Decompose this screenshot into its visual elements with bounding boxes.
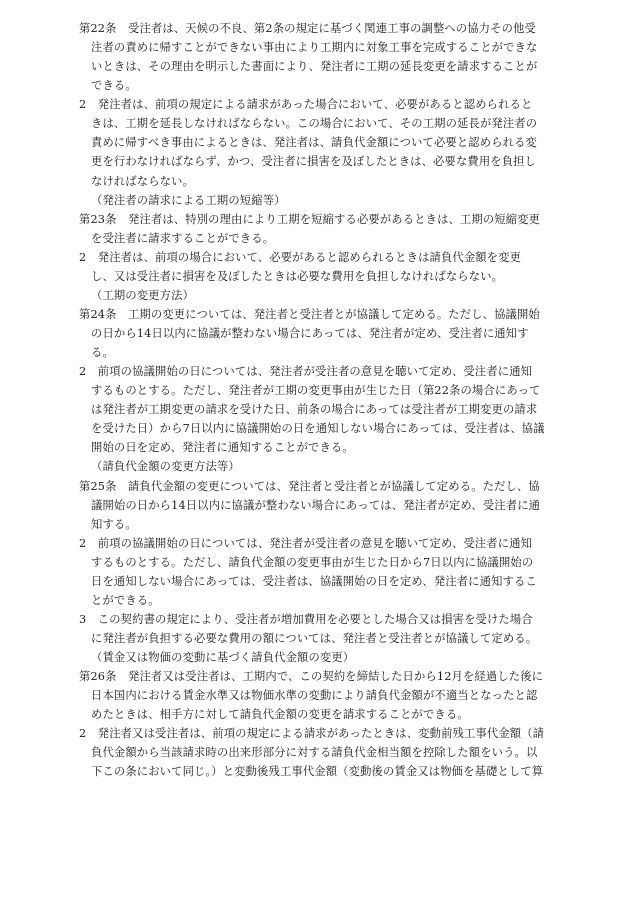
text-line: 注者の責めに帰すことができない事由により工期内に対象工事を完成することができな — [91, 41, 538, 55]
text-line: 日本国内における賃金水準又は物価水準の変動により請負代金額が不適当となったと認 — [91, 689, 538, 703]
text-line: するものとする。ただし、請負代金額の変更事由が生じた日から7日以内に協議開始の — [91, 555, 534, 569]
text-line: いときは、その理由を明示した書面により、発注者に工期の延長変更を請求することが — [91, 60, 538, 74]
paragraph-2-line: 2 発注者は、前項の規定による請求があった場合において、必要があると認められると — [79, 98, 533, 112]
article-25-caption: （請負代金額の変更方法等） — [91, 460, 240, 474]
article-23-heading-line: 第23条 発注者は、特別の理由により工期を短縮する必要があるときは、工期の短縮変更 — [79, 212, 541, 226]
article-24-caption: （工期の変更方法） — [91, 288, 195, 302]
article-26-heading-line: 第26条 発注者又は受注者は、工期内で、この契約を締結した日から12月を経過した後に — [79, 670, 544, 684]
text-line: 負代金額から当該請求時の出来形部分に対する請負代金相当額を控除した額をいう。以 — [91, 746, 538, 760]
text-line: の日から14日以内に協議が整わない場合にあっては、発注者が定め、受注者に通知す — [91, 327, 529, 340]
text-line: きは、工期を延長しなければならない。この場合において、その工期の延長が発注者の — [91, 117, 538, 131]
text-line: 責めに帰すべき事由によるときは、発注者は、請負代金額について必要と認められる変 — [91, 136, 537, 150]
article-25-heading-line: 第25条 請負代金額の変更については、発注者と受注者とが協議して定める。ただし、協 — [79, 479, 540, 493]
article-24-heading-line: 第24条 工期の変更については、発注者と受注者とが協議して定める。ただし、協議開始 — [79, 307, 540, 321]
text-line: 日を通知しない場合にあっては、受注者は、協議開始の日を定め、発注者に通知するこ — [91, 574, 537, 588]
text-line: は発注者が工期変更の請求を受けた日、前条の場合にあっては受注者が工期変更の請求 — [91, 403, 538, 417]
article-23-caption: （発注者の請求による工期の短縮等） — [91, 193, 286, 207]
paragraph-2-line: 2 前項の協議開始の日については、発注者が受注者の意見を聴いて定め、受注者に通知 — [79, 365, 533, 379]
text-line: る。 — [91, 346, 114, 360]
paragraph-2-line: 2 前項の協議開始の日については、発注者が受注者の意見を聴いて定め、受注者に通知 — [79, 536, 533, 550]
article-22-heading-line: 第22条 受注者は、天候の不良、第2条の規定に基づく関連工事の調整への協力その他受 — [79, 22, 536, 35]
text-line: を受注者に請求することができる。 — [91, 231, 275, 245]
paragraph-3-line: 3 この契約書の規定により、受注者が増加費用を必要とした場合又は損害を受けた場合 — [79, 612, 533, 626]
text-line: 更を行わなければならず、かつ、受注者に損害を及ぼしたときは、必要な費用を負担し — [91, 155, 537, 169]
text-line: できる。 — [91, 79, 137, 93]
text-line: するものとする。ただし、発注者が工期の変更事由が生じた日（第22条の場合にあって — [91, 384, 541, 398]
text-line: を受けた日）から7日以内に協議開始の日を通知しない場合にあっては、受注者は、協議 — [91, 422, 545, 436]
article-26-caption: （賃金又は物価の変動に基づく請負代金額の変更） — [91, 651, 355, 665]
text-line: 開始の日を定め、発注者に通知することができる。 — [91, 441, 354, 455]
text-line: なければならない。 — [91, 174, 195, 188]
text-line: 議開始の日から14日以内に協議が整わない場合にあっては、発注者が定め、受注者に通 — [91, 498, 541, 512]
text-line: 下この条において同じ。）と変動後残工事代金額（変動後の賃金又は物価を基礎として算 — [91, 765, 544, 779]
text-line: 知する。 — [91, 517, 137, 531]
paragraph-2-line: 2 発注者又は受注者は、前項の規定による請求があったときは、変動前残工事代金額（請 — [79, 727, 545, 741]
text-line: めたときは、相手方に対して請負代金額の変更を請求することができる。 — [91, 708, 469, 722]
text-line: とができる。 — [91, 593, 160, 607]
text-line: し、又は受注者に損害を及ぼしたときは必要な費用を負担しなければならない。 — [91, 269, 504, 283]
contract-text — [79, 19, 557, 782]
paragraph-2-line: 2 発注者は、前項の場合において、必要があると認められるときは請負代金額を変更 — [79, 250, 522, 264]
text-line: に発注者が負担する必要な費用の額については、発注者と受注者とが協議して定める。 — [91, 632, 538, 645]
